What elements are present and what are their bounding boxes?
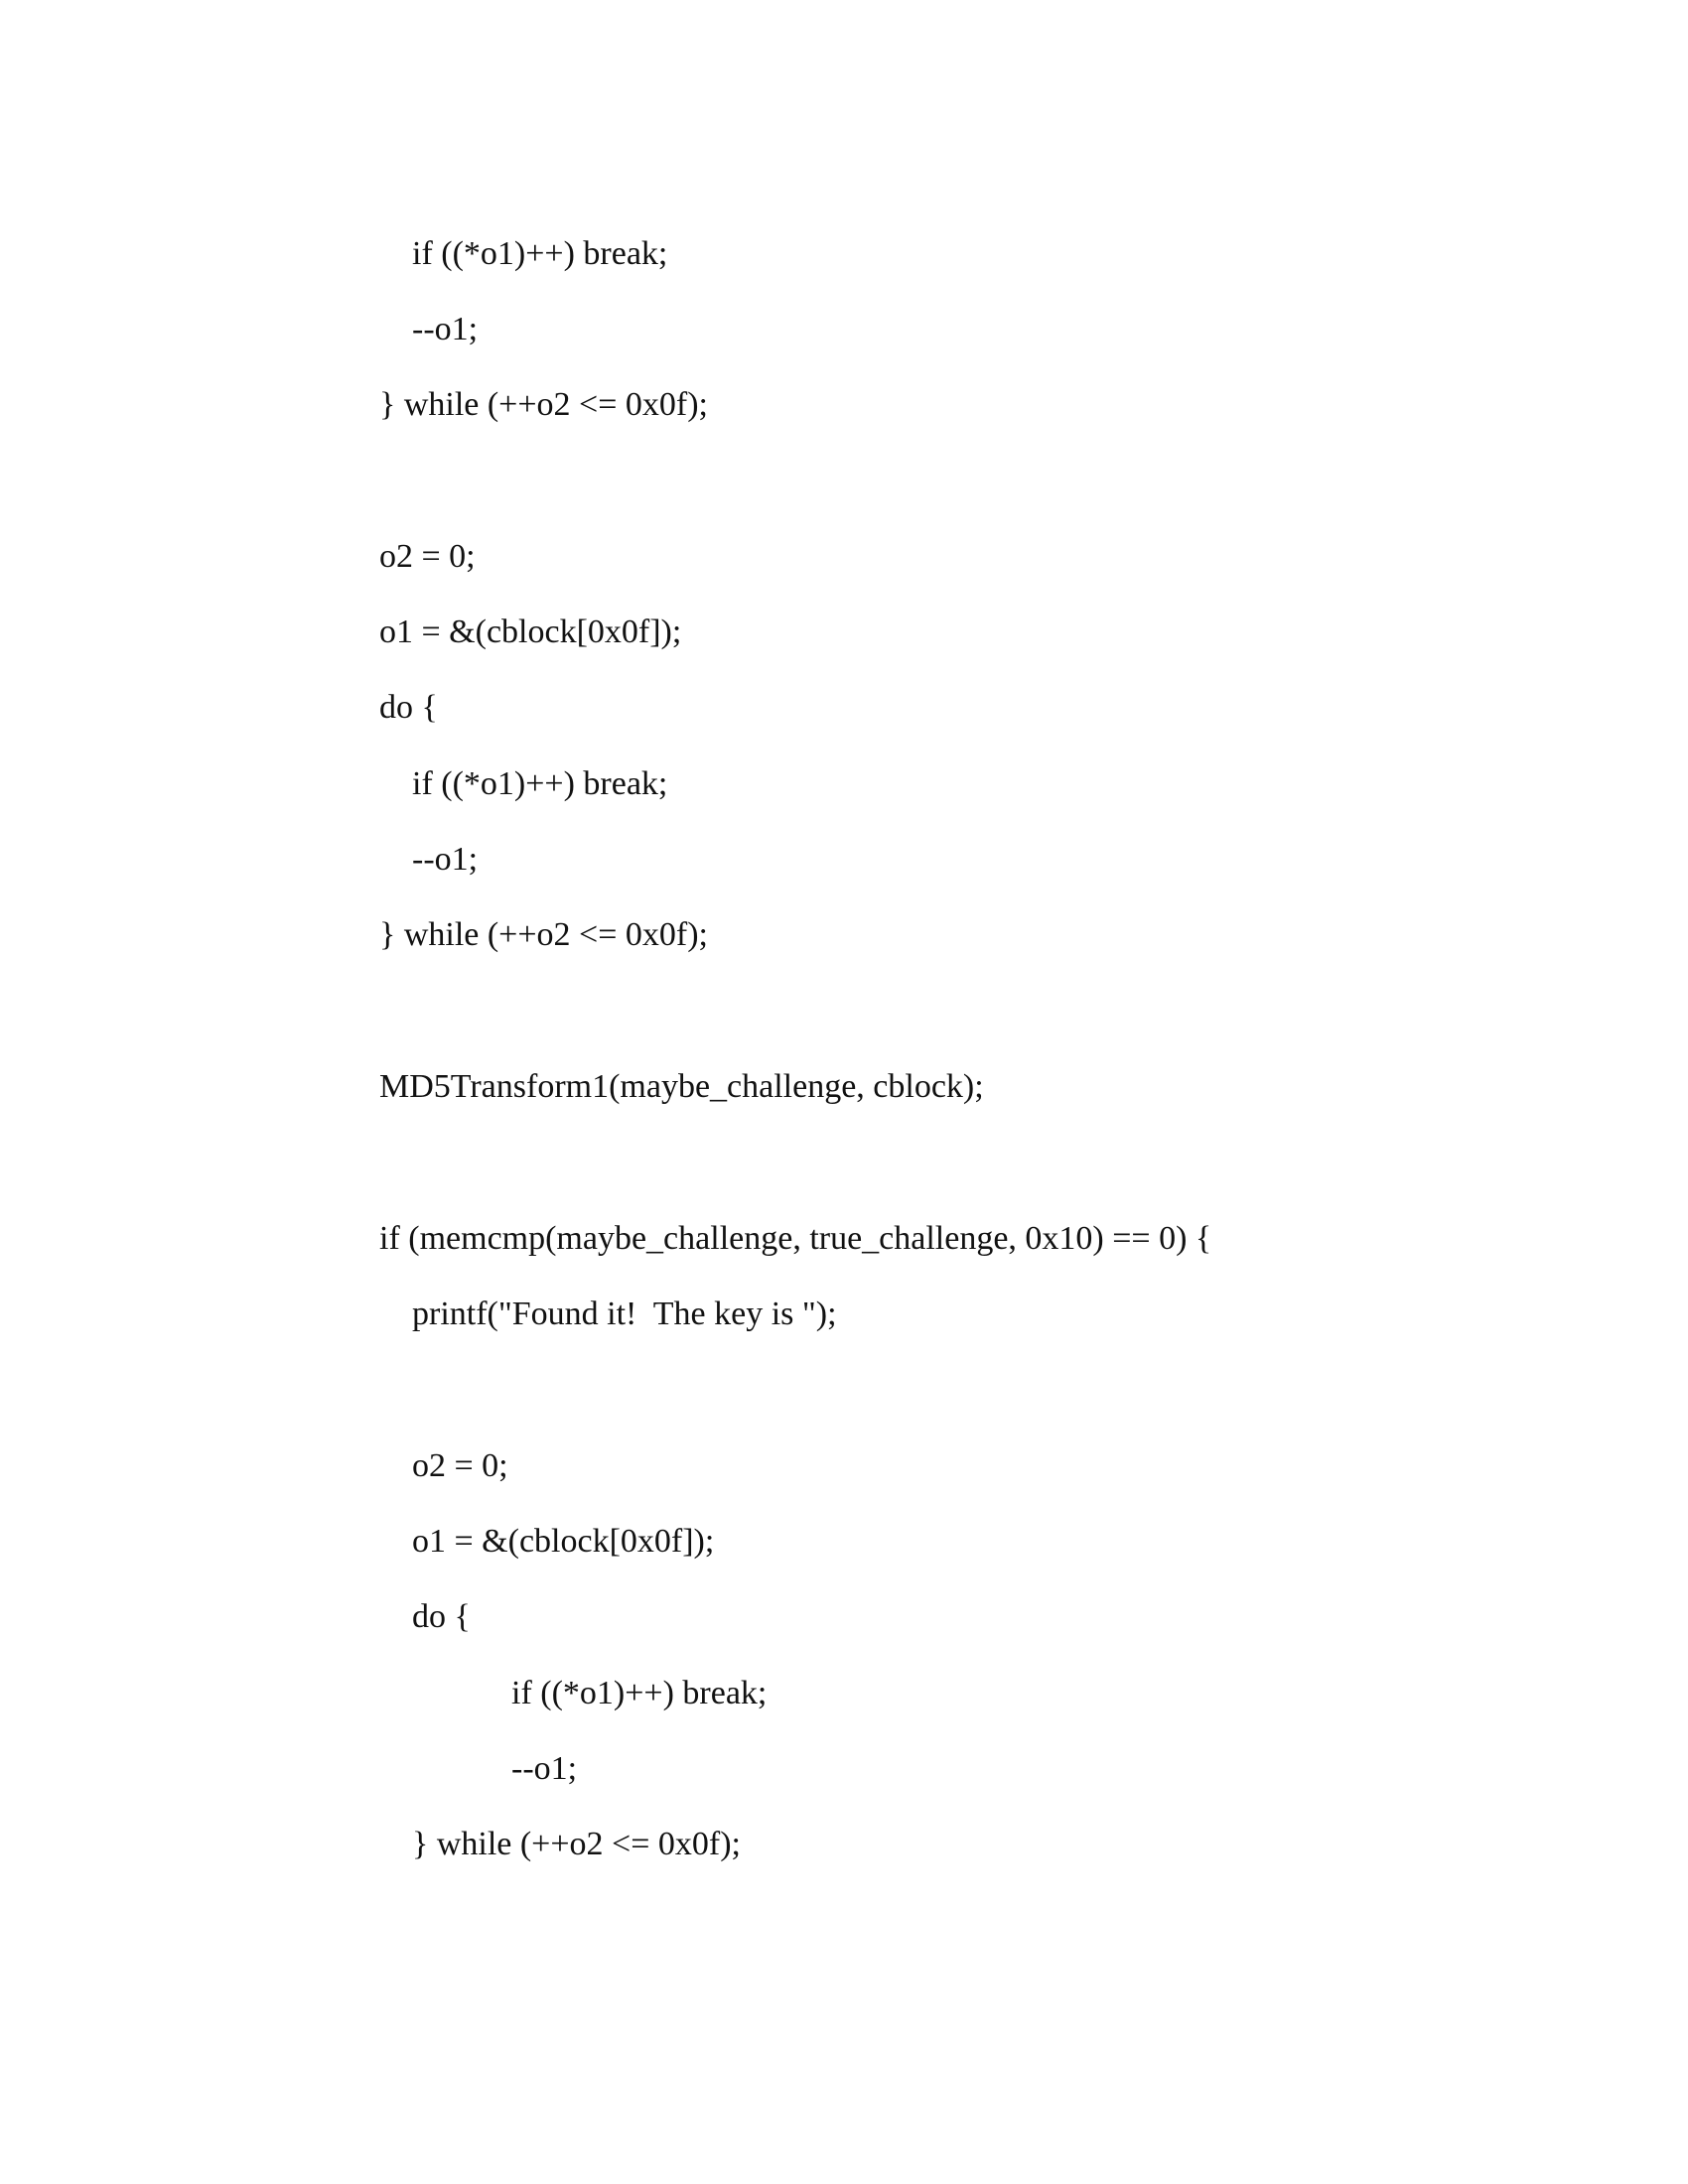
code-line: o2 = 0; [379, 538, 476, 575]
code-line: printf("Found it! The key is "); [412, 1296, 837, 1332]
code-line: --o1; [412, 841, 479, 878]
code-line: if ((*o1)++) break; [412, 765, 668, 802]
code-line: o1 = &(cblock[0x0f]); [412, 1523, 715, 1560]
code-line: if ((*o1)++) break; [511, 1675, 768, 1711]
code-line: o1 = &(cblock[0x0f]); [379, 614, 682, 650]
code-line: do { [379, 689, 438, 726]
code-line: } while (++o2 <= 0x0f); [412, 1826, 741, 1862]
code-line: MD5Transform1(maybe_challenge, cblock); [379, 1068, 984, 1105]
code-line: --o1; [412, 311, 479, 347]
code-line: --o1; [511, 1750, 578, 1787]
code-line: if ((*o1)++) break; [412, 235, 668, 272]
code-line: } while (++o2 <= 0x0f); [379, 386, 708, 423]
code-line: if (memcmp(maybe_challenge, true_challenge, 0x10) == 0) { [379, 1220, 1212, 1257]
code-line: o2 = 0; [412, 1447, 508, 1484]
code-line: do { [412, 1598, 471, 1635]
code-line: } while (++o2 <= 0x0f); [379, 916, 708, 953]
